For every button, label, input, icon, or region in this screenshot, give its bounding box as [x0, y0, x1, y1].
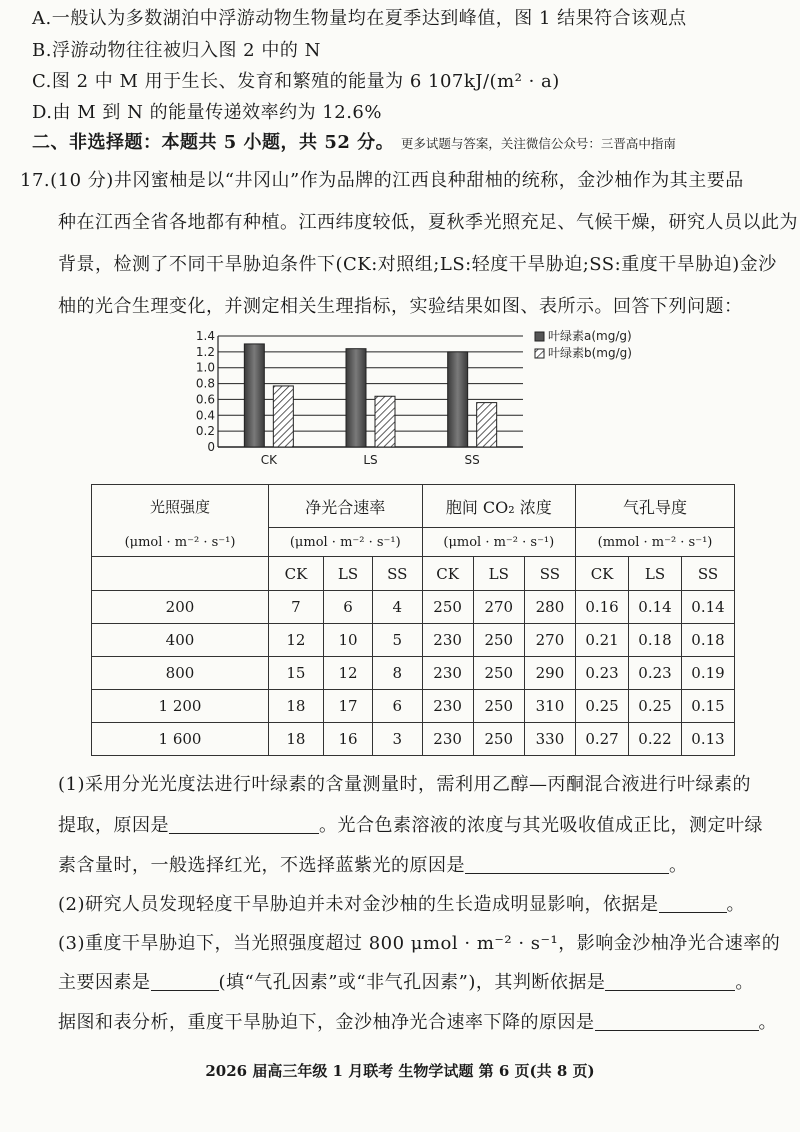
legend-label: 叶绿素a(mg/g)	[548, 329, 632, 343]
table-cell: 12	[323, 657, 372, 690]
option-c: C.图 2 中 M 用于生长、发育和繁殖的能量为 6 107kJ/(m² · a)	[32, 71, 560, 92]
table-cell: 250	[422, 591, 473, 624]
table-cell: 0.23	[576, 657, 629, 690]
table-cell: 16	[323, 723, 372, 756]
table-cell: 3	[373, 723, 422, 756]
group-header: SS	[681, 557, 734, 591]
answer-blank[interactable]	[659, 894, 727, 913]
bar-chlorophyll-b-ck	[273, 386, 293, 447]
table-cell: 250	[473, 624, 524, 657]
table-cell: 1 200	[92, 690, 269, 723]
table-cell: 0.22	[629, 723, 682, 756]
y-tick-label: 1.4	[195, 329, 215, 343]
bar-chlorophyll-a-ss	[448, 352, 468, 447]
q2-line	[58, 890, 745, 916]
q3-text-b: 主要因素是	[58, 972, 151, 993]
y-tick-label: 0.8	[195, 376, 215, 391]
table-cell: 270	[473, 591, 524, 624]
table-cell: 0.14	[681, 591, 734, 624]
table-cell: 0.27	[576, 723, 629, 756]
section-note: 更多试题与答案，关注微信公众号：三晋高中指南	[400, 136, 676, 151]
table-cell: 6	[323, 591, 372, 624]
table-cell: 12	[269, 624, 324, 657]
table-cell: 230	[422, 624, 473, 657]
table-cell: 230	[422, 657, 473, 690]
table-cell: 6	[373, 690, 422, 723]
table-cell: 4	[373, 591, 422, 624]
q3-text-e: 据图和表分析，重度干旱胁迫下，金沙柚净光合速率下降的原因是	[58, 1012, 595, 1033]
table-row	[92, 657, 735, 690]
table-cell: 290	[524, 657, 575, 690]
table-cell: 230	[422, 690, 473, 723]
q1-line-1: (1)采用分光光度法进行叶绿素的含量测量时，需利用乙醇—丙酮混合液进行叶绿素的	[58, 774, 751, 795]
table-cell: 5	[373, 624, 422, 657]
option-d: D.由 M 到 N 的能量传递效率约为 12.6%	[32, 102, 382, 123]
legend-swatch-a	[535, 332, 544, 341]
pn-unit: (μmol · m⁻² · s⁻¹)	[269, 528, 423, 557]
section-heading	[32, 128, 676, 154]
table-cell: 18	[269, 690, 324, 723]
table-cell: 0.18	[681, 624, 734, 657]
answer-blank[interactable]	[605, 972, 735, 991]
bar-chlorophyll-b-ss	[477, 403, 497, 447]
table-cell: 15	[269, 657, 324, 690]
q1-text-e: 。	[669, 855, 688, 876]
chlorophyll-bar-chart	[190, 322, 660, 472]
y-tick-label: 1.0	[195, 360, 215, 375]
group-header: SS	[373, 557, 422, 591]
y-tick-label: 0	[207, 440, 215, 454]
y-tick-label: 0.4	[195, 408, 215, 423]
q1-text-b: 提取，原因是	[58, 815, 169, 836]
table-cell: 200	[92, 591, 269, 624]
answer-blank[interactable]	[151, 972, 219, 991]
light-header-cell	[92, 485, 269, 557]
light-unit: (μmol · m⁻² · s⁻¹)	[124, 534, 236, 550]
light-spacer-cell	[92, 557, 269, 591]
table-cell: 310	[524, 690, 575, 723]
ci-unit: (μmol · m⁻² · s⁻¹)	[422, 528, 576, 557]
q17-intro-line-2: 种在江西全省各地都有种植。江西纬度较低，夏秋季光照充足、气候干燥，研究人员以此为	[58, 212, 798, 233]
table-cell: 10	[323, 624, 372, 657]
q1-text-d: 素含量时，一般选择红光，不选择蓝紫光的原因是	[58, 855, 465, 876]
page-footer: 2026 届高三年级 1 月联考 生物学试题 第 6 页(共 8 页)	[205, 1062, 595, 1080]
table-row	[92, 591, 735, 624]
option-b: B.浮游动物往往被归入图 2 中的 N	[32, 40, 321, 61]
legend-label: 叶绿素b(mg/g)	[548, 346, 632, 360]
ci-header: 胞间 CO₂ 浓度	[422, 485, 576, 528]
q3-text-d: 。	[735, 972, 754, 993]
x-tick-label: LS	[363, 453, 378, 467]
q3-line-3	[58, 1008, 777, 1034]
y-tick-label: 0.6	[195, 392, 215, 407]
table-cell: 1 600	[92, 723, 269, 756]
table-row	[92, 723, 735, 756]
table-cell: 0.18	[629, 624, 682, 657]
table-cell: 400	[92, 624, 269, 657]
q17-intro-line-4: 柚的光合生理变化，并测定相关生理指标，实验结果如图、表所示。回答下列问题：	[58, 296, 743, 317]
table-cell: 0.25	[629, 690, 682, 723]
bar-chlorophyll-b-ls	[375, 396, 395, 447]
answer-blank[interactable]	[169, 815, 319, 834]
table-cell: 800	[92, 657, 269, 690]
q1-line-2	[58, 811, 763, 837]
table-cell: 8	[373, 657, 422, 690]
q3-text-c: (填“气孔因素”或“非气孔因素”)，其判断依据是	[218, 972, 606, 993]
y-tick-label: 1.2	[195, 344, 215, 359]
table-cell: 0.13	[681, 723, 734, 756]
q17-intro-line-1: 17.(10 分)井冈蜜柚是以“井冈山”作为品牌的江西良种甜柚的统称，金沙柚作为其主要品	[20, 170, 744, 191]
table-cell: 0.14	[629, 591, 682, 624]
table-cell: 330	[524, 723, 575, 756]
group-header: CK	[269, 557, 324, 591]
group-header: SS	[524, 557, 575, 591]
q3-line-2	[58, 968, 754, 994]
q1-text-c: 。光合色素溶液的浓度与其光吸收值成正比，测定叶绿	[319, 815, 763, 836]
pn-header: 净光合速率	[269, 485, 423, 528]
table-row	[92, 690, 735, 723]
q3-line-1: (3)重度干旱胁迫下，当光照强度超过 800 μmol · m⁻² · s⁻¹，影响金沙柚净光合速率的	[58, 933, 781, 954]
table-cell: 250	[473, 690, 524, 723]
option-a: A.一般认为多数湖泊中浮游动物生物量均在夏季达到峰值，图 1 结果符合该观点	[32, 8, 687, 29]
table-cell: 18	[269, 723, 324, 756]
light-header: 光照强度	[149, 497, 210, 516]
group-header: LS	[323, 557, 372, 591]
table-cell: 230	[422, 723, 473, 756]
gs-unit: (mmol · m⁻² · s⁻¹)	[576, 528, 735, 557]
table-cell: 250	[473, 657, 524, 690]
table-cell: 17	[323, 690, 372, 723]
x-tick-label: SS	[464, 453, 480, 467]
table-cell: 250	[473, 723, 524, 756]
q3-text-f: 。	[758, 1012, 777, 1033]
table-row	[92, 624, 735, 657]
y-tick-label: 0.2	[195, 424, 215, 439]
table-cell: 280	[524, 591, 575, 624]
group-header: LS	[473, 557, 524, 591]
gs-header: 气孔导度	[576, 485, 735, 528]
answer-blank[interactable]	[465, 855, 669, 874]
q2-text-b: 。	[726, 894, 745, 915]
group-header: CK	[422, 557, 473, 591]
group-header: LS	[629, 557, 682, 591]
photosynthesis-table	[91, 484, 735, 756]
table-cell: 270	[524, 624, 575, 657]
table-cell: 0.25	[576, 690, 629, 723]
table-cell: 7	[269, 591, 324, 624]
q17-intro-line-3: 背景，检测了不同干旱胁迫条件下(CK:对照组;LS:轻度干旱胁迫;SS:重度干旱胁迫)金沙	[58, 254, 777, 275]
legend-swatch-b	[535, 349, 544, 358]
table-cell: 0.21	[576, 624, 629, 657]
table-cell: 0.16	[576, 591, 629, 624]
x-tick-label: CK	[260, 453, 277, 467]
table-cell: 0.23	[629, 657, 682, 690]
table-cell: 0.15	[681, 690, 734, 723]
group-header: CK	[576, 557, 629, 591]
section-title: 二、非选择题：本题共 5 小题，共 52 分。	[32, 132, 395, 153]
bar-chlorophyll-a-ck	[244, 344, 264, 447]
table-cell: 0.19	[681, 657, 734, 690]
q2-text-a: (2)研究人员发现轻度干旱胁迫并未对金沙柚的生长造成明显影响，依据是	[58, 894, 659, 915]
answer-blank[interactable]	[595, 1012, 759, 1031]
q1-line-3	[58, 851, 688, 877]
bar-chlorophyll-a-ls	[346, 349, 366, 447]
